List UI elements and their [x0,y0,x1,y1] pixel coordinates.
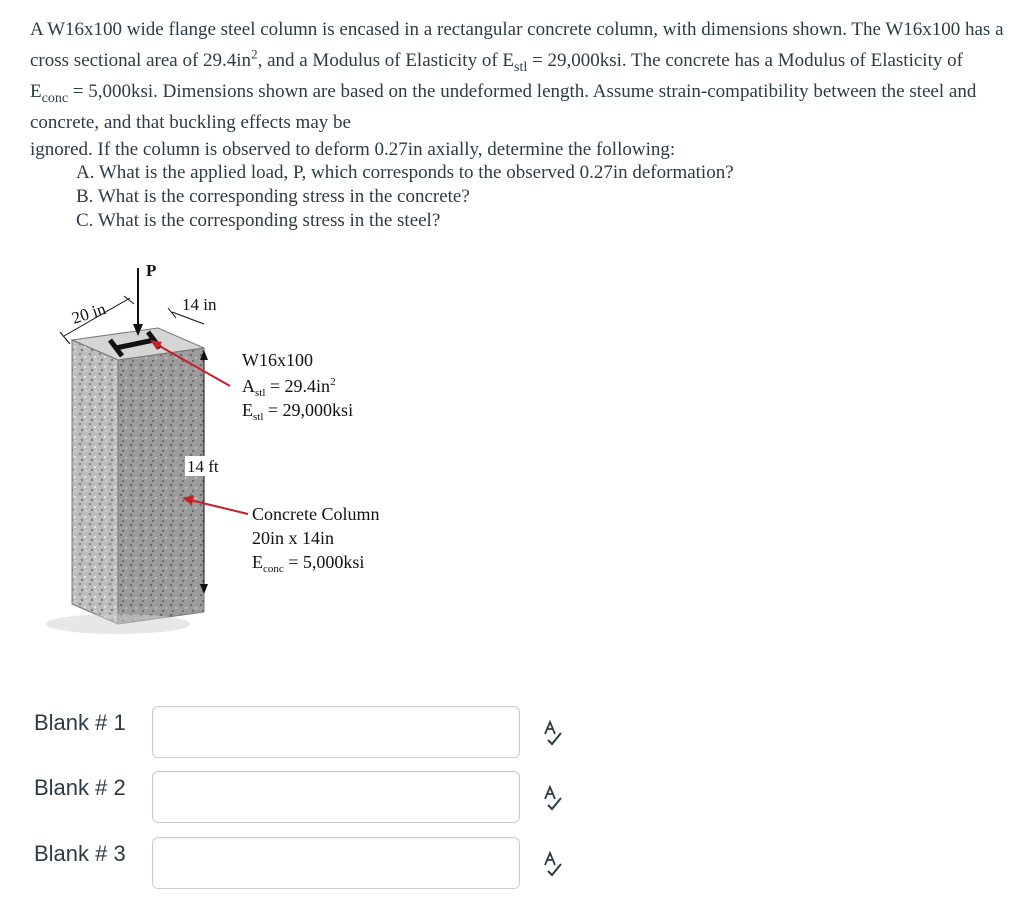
steel-callout-modulus: $E_{stl} = 29,000ksi$ [242,400,354,423]
blank-input-2[interactable] [152,771,520,823]
problem-paragraph: A W16x100 wide flange steel column is encased in a rectangular concrete column, with dimensions shown. The W16x100 has a cross sectional area of $29.4in^2$, and a Modulus of Elasticity of $E_{stl} = 29,000ksi$. The concrete has a Modulus of Elasticity of $E_{conc} = 5,000ksi$. Dimensions shown are based on the undeformed length. Assume strain-compatibility between the steel and concrete, and that buckling effects may be [30,19,1004,133]
question-parts [76,161,1005,233]
column-front-face [72,340,118,624]
concrete-callout-title: Concrete Column [252,504,380,524]
spellcheck-icon[interactable] [542,720,564,746]
depth-label: 14 in [182,295,217,314]
concrete-callout-size: 20in x 14in [252,528,335,548]
concrete-callout-modulus: $E_{conc} = 5,000ksi$ [252,552,365,575]
column-figure [38,252,418,652]
blank-label-3: Blank # 3 [34,841,126,866]
blank-input-1[interactable] [152,706,520,758]
question-part-a: A. What is the applied load, P, which corresponds to the observed 0.27in deformation? [76,162,734,183]
blank-input-3[interactable] [152,837,520,889]
column-shadow [46,614,190,634]
blank-row-3 [34,837,594,893]
blank-label-2: Blank # 2 [34,775,126,800]
question-part-b: B. What is the corresponding stress in the concrete? [76,186,470,207]
question-part-c: C. What is the corresponding stress in the steel? [76,210,441,231]
spellcheck-icon[interactable] [542,851,564,877]
width-label: 20 in [69,299,109,328]
load-label: P [146,261,157,280]
column-diagram [38,252,418,652]
blank-row-2 [34,771,594,827]
blank-row-1 [34,706,594,762]
width-extension-right [124,296,134,304]
blank-label-1: Blank # 1 [34,710,126,735]
steel-callout-title: W16x100 [242,350,313,370]
column-side-face [118,348,204,624]
steel-callout-area: $A_{stl} = 29.4in^2$ [242,376,336,399]
problem-question-line: ignored. If the column is observed to deform 0.27in axially, determine the following: [30,139,676,160]
problem-statement [30,14,1005,233]
height-label: 14 ft [187,457,219,476]
spellcheck-icon[interactable] [542,785,564,811]
